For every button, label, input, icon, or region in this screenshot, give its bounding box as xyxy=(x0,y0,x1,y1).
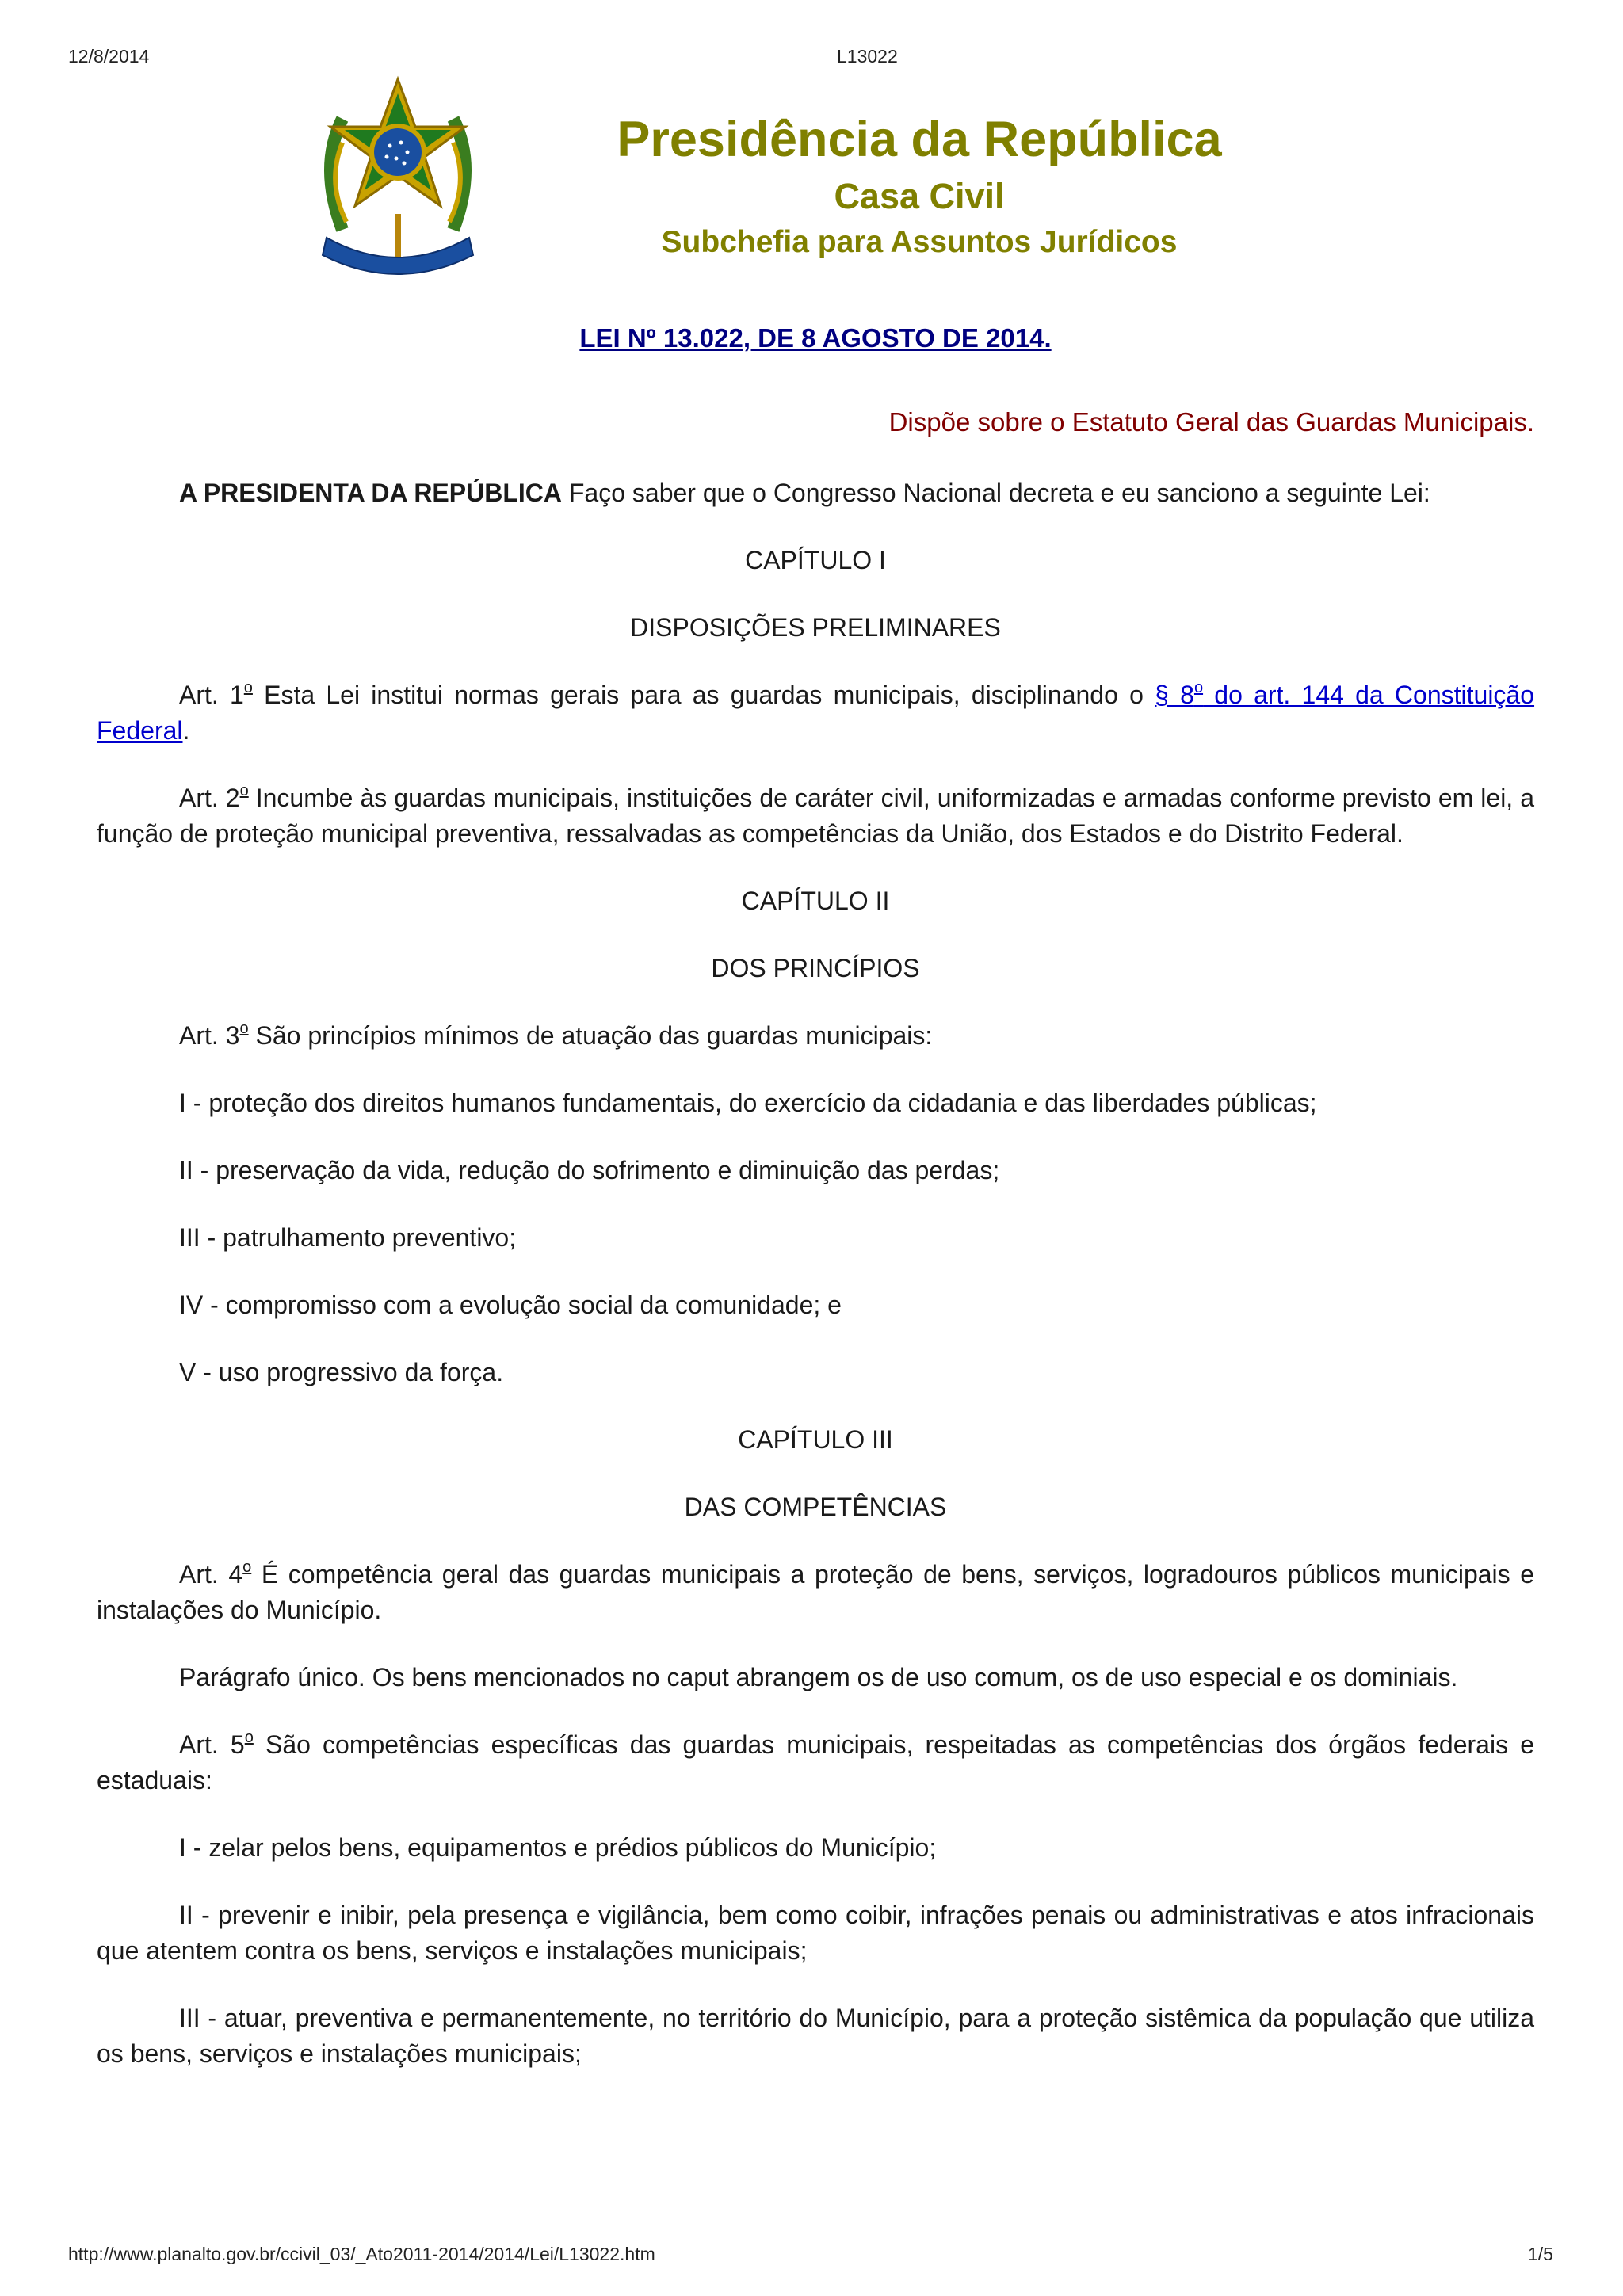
chapter-3-title: DAS COMPETÊNCIAS xyxy=(684,1493,947,1521)
constitution-link[interactable]: § 8$^o$ do art. 144 da Constituição Federal xyxy=(97,679,1535,745)
article-5-text: São competências específicas das guardas municipais, respeitadas as competências dos órgãos federais e estaduais: xyxy=(97,1730,1535,1794)
law-ementa: Dispõe sobre o Estatuto Geral das Guardas Municipais. xyxy=(888,407,1534,437)
chapter-1-title: DISPOSIÇÕES PRELIMINARES xyxy=(630,613,1001,642)
article-3-item: V - uso progressivo da força. xyxy=(179,1358,504,1386)
article-4-text: É competência geral das guardas municipais a proteção de bens, serviços, logradouros públicos municipais e instalações do Município. xyxy=(97,1560,1535,1624)
article-4-label: Art. 4 xyxy=(179,1560,243,1589)
article-3-item: III - patrulhamento preventivo; xyxy=(179,1223,517,1252)
preamble xyxy=(97,475,1534,511)
article-3-label: Art. 3 xyxy=(179,1021,240,1050)
article-4 xyxy=(97,1557,1534,1628)
article-3 xyxy=(97,1018,1534,1054)
ordinal-indicator: o xyxy=(242,1558,252,1576)
article-2 xyxy=(97,780,1534,852)
law-title-container xyxy=(97,323,1534,353)
article-3-item: I - proteção dos direitos humanos fundamentais, do exercício da cidadania e das liberdades públicas; xyxy=(179,1089,1317,1117)
ordinal-indicator: o xyxy=(244,1729,254,1746)
article-2-label: Art. 2 xyxy=(179,784,240,812)
print-page-number: 1/5 xyxy=(1528,2244,1553,2264)
article-5-label: Art. 5 xyxy=(179,1730,245,1759)
header-casa-civil: Casa Civil xyxy=(834,176,1005,216)
header-subchefia: Subchefia para Assuntos Jurídicos xyxy=(661,225,1178,259)
chapter-2-title: DOS PRINCÍPIOS xyxy=(711,954,920,982)
article-4-paragraph: Parágrafo único. Os bens mencionados no caput abrangem os de uso comum, os de uso especial e os dominiais. xyxy=(179,1663,1458,1691)
chapter-2-heading: CAPÍTULO II xyxy=(741,887,890,915)
header-presidencia: Presidência da República xyxy=(617,112,1222,167)
article-5-item: I - zelar pelos bens, equipamentos e prédios públicos do Município; xyxy=(179,1833,937,1862)
article-3-text: São princípios mínimos de atuação das guardas municipais: xyxy=(248,1021,933,1050)
article-1-label: Art. 1 xyxy=(179,681,244,709)
law-body xyxy=(97,475,1534,2103)
preamble-text: Faço saber que o Congresso Nacional decreta e eu sanciono a seguinte Lei: xyxy=(561,479,1430,507)
article-5 xyxy=(97,1727,1534,1798)
article-3-item: IV - compromisso com a evolução social da comunidade; e xyxy=(179,1291,842,1319)
article-1: Art. 1$^o$ Esta Lei institui normas gerais para as guardas municipais, disciplinando o § 8$^o$ do art. 144 da Constituição Federal. xyxy=(97,679,1535,745)
law-title-link[interactable]: LEI Nº 13.022, DE 8 AGOSTO DE 2014. xyxy=(579,323,1052,353)
article-5-item: II - prevenir e inibir, pela presença e vigilância, bem como coibir, infrações penais ou administrativas e atos infracionais que atentem contra os bens, serviços e instalações municipais; xyxy=(97,1901,1534,1965)
chapter-1-heading: CAPÍTULO I xyxy=(745,546,886,574)
ordinal-indicator: o xyxy=(243,679,253,696)
article-2-text: Incumbe às guardas municipais, instituições de caráter civil, uniformizadas e armadas conforme previsto em lei, a função de proteção municipal preventiva, ressalvadas as competências da União, dos Estados e do Distrito Federal. xyxy=(97,784,1534,848)
print-doc-name: L13022 xyxy=(837,46,898,67)
article-1-text: Esta Lei institui normas gerais para as guardas municipais, disciplinando o xyxy=(252,681,1155,709)
ordinal-indicator: o xyxy=(239,1020,249,1037)
chapter-3-heading: CAPÍTULO III xyxy=(738,1425,893,1454)
print-url: http://www.planalto.gov.br/ccivil_03/_Ato2011-2014/2014/Lei/L13022.htm xyxy=(68,2244,655,2264)
preamble-authority: A PRESIDENTA DA REPÚBLICA xyxy=(179,479,562,507)
article-5-item: III - atuar, preventiva e permanentemente, no território do Município, para a proteção sistêmica da população que utiliza os bens, serviços e instalações municipais; xyxy=(97,2004,1534,2068)
print-date: 12/8/2014 xyxy=(68,46,150,67)
article-3-item: II - preservação da vida, redução do sofrimento e diminuição das perdas; xyxy=(179,1156,1000,1184)
ordinal-indicator: o xyxy=(239,782,249,799)
